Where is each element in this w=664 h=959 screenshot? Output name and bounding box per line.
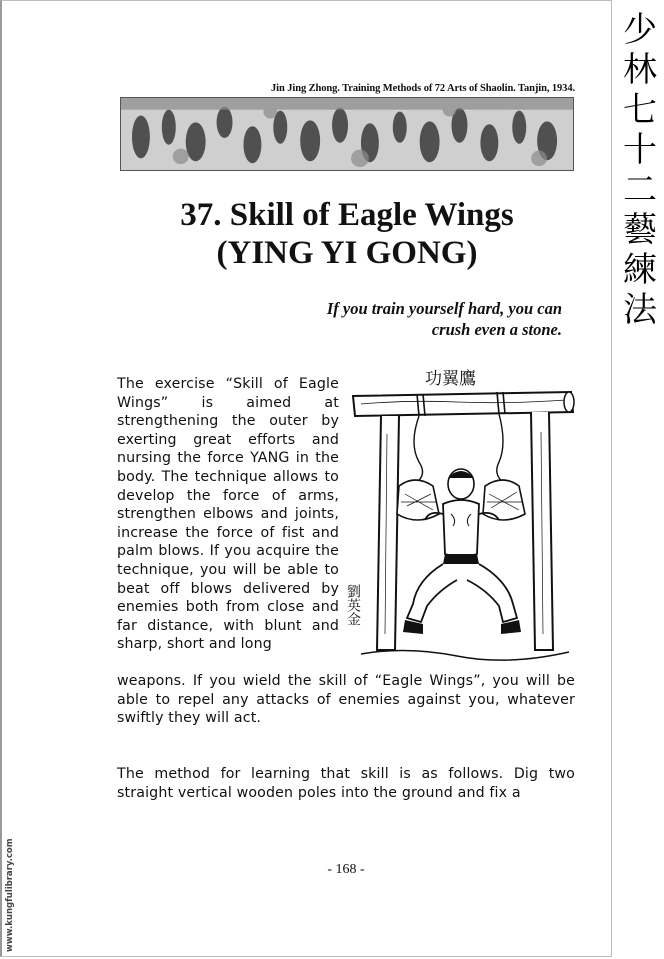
body-column-text: The exercise “Skill of Eagle Wings” is aimed at strengthening the outer by exerting great efforts and nursing the force YANG in the body. The technique allows to develop the force of arms, strengthen elbows and joints, increase the force of fist and palm blows. If you acquire the technique, you will be able to beat off blows delivered by enemies both from close and far distance, with blunt and sharp, short and long bbox=[117, 376, 339, 653]
epigraph-line1: If you train yourself hard, you can bbox=[326, 299, 562, 318]
title-char: 林 bbox=[623, 50, 657, 90]
body-paragraph-2: The method for learning that skill is as follows. Dig two straight vertical wooden poles into the ground and fix a bbox=[117, 766, 575, 801]
title-char: 法 bbox=[623, 290, 657, 330]
title-char: 二 bbox=[623, 170, 657, 210]
epigraph bbox=[270, 298, 562, 340]
eagle-wings-illustration bbox=[347, 354, 575, 670]
chapter-title-line1: 37. Skill of Eagle Wings bbox=[180, 197, 514, 233]
artist-signature: 劉英金 bbox=[345, 584, 361, 626]
title-char: 十 bbox=[623, 130, 657, 170]
vertical-chinese-title bbox=[621, 10, 659, 330]
title-char: 藝 bbox=[623, 210, 657, 250]
body-continuation-text: weapons. If you wield the skill of “Eagle Wings”, you will be able to repel any attacks of enemies against you, whatever swiftly they will act. bbox=[117, 673, 575, 727]
title-char: 練 bbox=[623, 250, 657, 290]
running-head: Jin Jing Zhong. Training Methods of 72 Arts of Shaolin. Tanjin, 1934. bbox=[271, 83, 575, 94]
side-watermark-url: www.kungfulibrary.com bbox=[5, 838, 15, 952]
epigraph-line2: crush even a stone. bbox=[431, 320, 562, 339]
chapter-title-line2: (YING YI GONG) bbox=[216, 235, 478, 271]
figure-caption: 功翼鷹 bbox=[425, 369, 476, 389]
title-char: 七 bbox=[623, 90, 657, 130]
banner-image bbox=[120, 97, 574, 171]
title-char: 少 bbox=[623, 10, 657, 50]
page-number: - 168 - bbox=[327, 862, 365, 877]
chapter-title bbox=[120, 196, 574, 272]
